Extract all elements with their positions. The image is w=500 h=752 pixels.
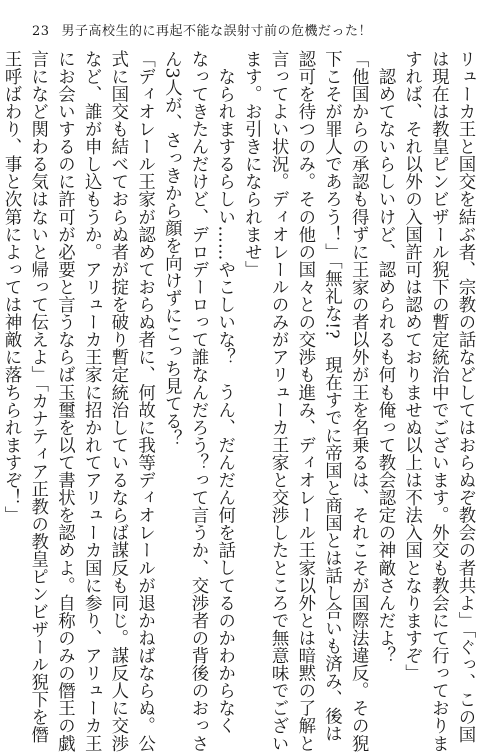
text-line: 式に国交も結べておらぬ者が掟を破り暫定統治しているならば謀反も同じ。謀反人に交渉 [107,50,128,752]
text-line: 言になど関わる気はないと帰って伝えよ」「カナティア正教の教皇ピンビザール猊下を僭 [27,50,48,744]
vertical-body-text [1,50,478,752]
text-line: なられまするらしい……やこしいな？ うん、だんだん何を話してるのかわからなく [214,50,235,735]
text-line: すれば、それ以外の入国許可は認めておりませぬ以上は不法入国となりますぞ」 [401,50,422,682]
text-line: 「ディオレール王家が認めておらぬ者に、何故に我等ディオレールが退かねばならぬ。公 [134,50,155,752]
text-line: 王呼ばわり、事と次第によっては神敵に落ちられますぞ！」 [1,50,22,524]
text-line: 「他国からの承認も得ずに王家の者以外が王を名乗るは、それこそが国際法違反。その猊 [348,50,369,752]
page-number: 23 [32,24,50,39]
text-line: は現在は教皇ピンビザール猊下の暫定統治中でございます。外交も教会にて行っておりま [428,50,449,752]
text-line: 認可を待つのみ。その他の国々との交渉も進み、ディオレール王家以外とは暗黙の了解と [294,50,315,752]
text-line: ます。お引きになられませ」 [241,50,262,279]
text-line: にお会いするのに許可が必要と言うならば玉璽を以て書状を認めよ。自称のみの僭王の戯 [54,50,75,752]
running-header [32,20,472,42]
text-line: ん3人が、さっきから顔を向けずにこっち見てる？ [161,50,182,448]
text-line: 認めてないらしいけど、認められるも何も俺って教会認定の神敵さんだよ？ [374,50,395,665]
text-line: なってきたんだけど、デロデーロって誰なんだろう？って言うか、交渉者の背後のおっさ [187,50,208,752]
text-line: リューカ王と国交を結ぶ者、宗教の話などしてはおらぬぞ教会の者共よ」「ぐっ、この国 [455,50,475,744]
running-title: 男子高校生的に再起不能な誤射寸前の危機だった！ [61,24,373,39]
text-line: 下こそが罪人であろう！」「無礼な!? 現在すでに帝国と商国とは話し合いも済み、後は [321,50,342,743]
text-line: など、誰が申し込もうか。アリューカ王家に招かれてアリューカ国に参り、アリューカ王 [81,50,102,752]
text-line: 言ってよい状況。ディオレールのみがアリューカ王家と交渉したところで無意味でござい [268,50,289,752]
